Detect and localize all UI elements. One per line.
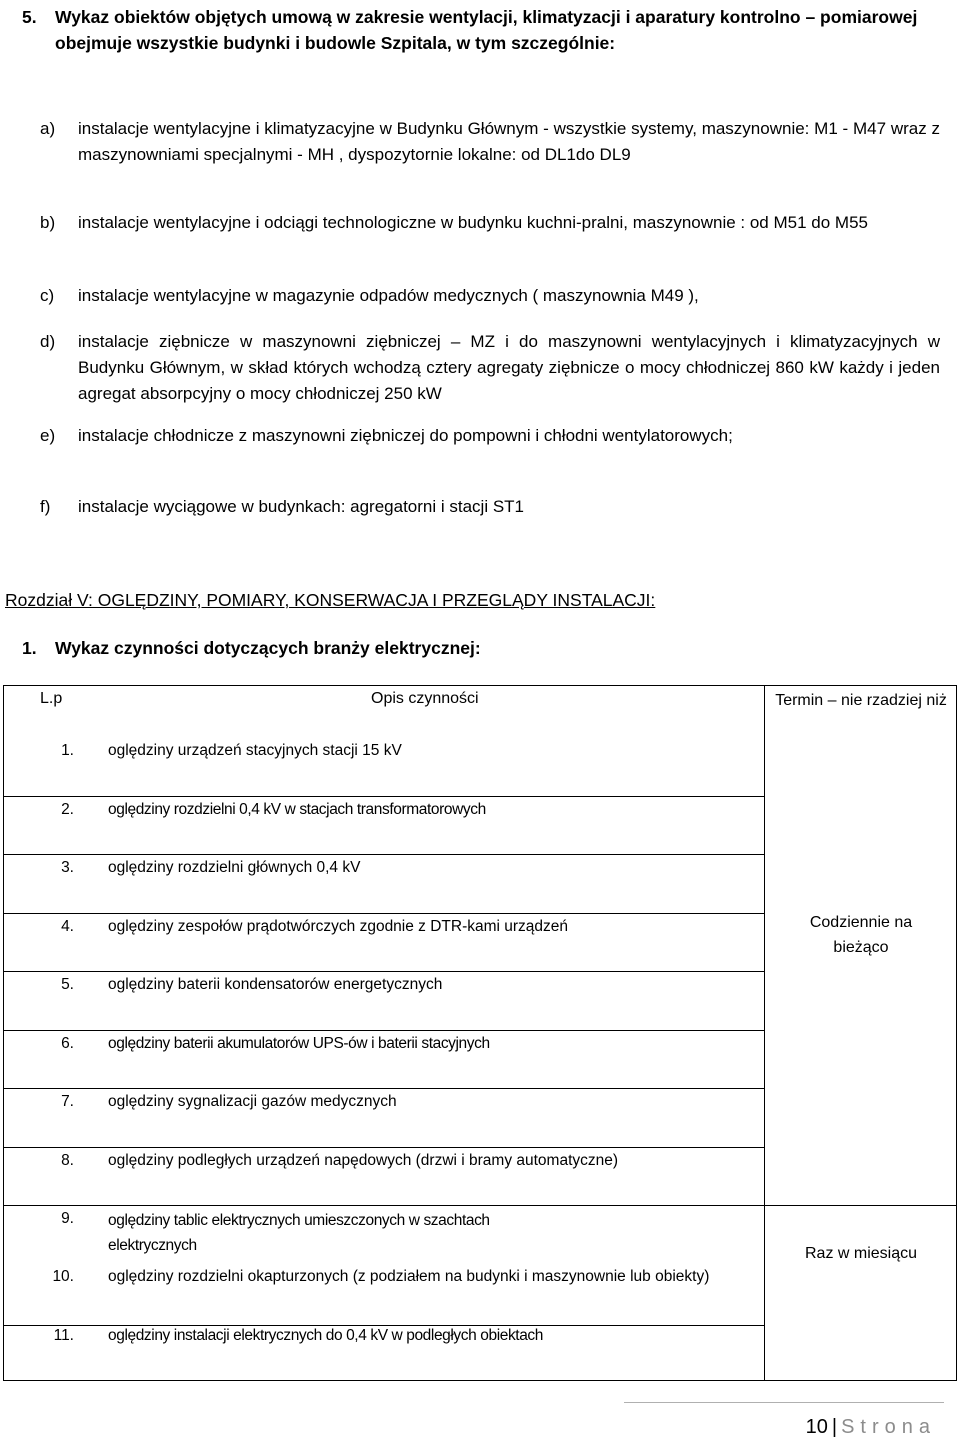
inspection-table <box>3 685 957 1381</box>
row-lp: 3. <box>61 859 74 876</box>
section-heading <box>22 4 952 56</box>
subheading-number: 1. <box>22 638 37 658</box>
list-text: instalacje wentylacyjne w magazynie odpadów medycznych ( maszynownia M49 ), <box>78 286 699 305</box>
row-desc: oględziny rozdzielni głównych 0,4 kV <box>108 859 361 876</box>
list-text: instalacje wyciągowe w budynkach: agregatorni i stacji ST1 <box>78 497 525 516</box>
list-text: instalacje chłodnicze z maszynowni ziębniczej do pompowni i chłodni wentylatorowych; <box>78 426 733 445</box>
row-lp: 5. <box>61 976 74 993</box>
list-item <box>40 423 940 449</box>
list-text: instalacje wentylacyjne i odciągi technologiczne w budynku kuchni-pralni, maszynownie : od M51 do M55 <box>78 213 868 232</box>
list-item <box>40 494 940 520</box>
list-item <box>40 210 940 236</box>
section-number: 5. <box>22 7 37 27</box>
list-marker: e) <box>40 426 56 445</box>
header-lp: L.p <box>40 690 63 707</box>
term-divider <box>764 1205 956 1206</box>
term-monthly: Raz w miesiącu <box>804 1245 918 1262</box>
row-lp: 9. <box>61 1210 74 1227</box>
row-desc: oględziny tablic elektrycznych umieszczonych w szachtach elektrycznych <box>108 1212 490 1254</box>
term-daily: Codziennie na bieżąco <box>809 914 913 956</box>
row-lp: 11. <box>53 1327 74 1344</box>
header-desc: Opis czynności <box>371 690 479 707</box>
subheading <box>22 636 481 660</box>
footer-rule <box>624 1402 944 1403</box>
row-lp: 8. <box>61 1152 74 1169</box>
list-marker: f) <box>40 497 51 516</box>
subheading-text: Wykaz czynności dotyczących branży elektrycznej: <box>55 638 481 658</box>
row-desc: oględziny baterii kondensatorów energetycznych <box>108 976 443 993</box>
list-text: instalacje ziębnicze w maszynowni ziębniczej – MZ i do maszynowni wentylacyjnych i klimatyzacyjnych w Budynku Głównym, w skład których wchodzą cztery agregaty ziębnicze o mocy chłodniczej 860 kW każdy i jeden agregat absorpcyjny o mocy chłodniczej 250 kW <box>78 332 940 403</box>
list-marker: b) <box>40 213 56 232</box>
page-number-block <box>806 1414 936 1440</box>
row-desc: oględziny podległych urządzeń napędowych (drzwi i bramy automatyczne) <box>108 1152 619 1169</box>
row-lp: 7. <box>61 1093 74 1110</box>
row-lp: 2. <box>61 801 74 818</box>
list-item <box>40 283 940 309</box>
chapter-title: Rozdział V: OGLĘDZINY, POMIARY, KONSERWACJA I PRZEGLĄDY INSTALACJI: <box>5 590 656 610</box>
list-item <box>40 116 940 168</box>
row-desc: oględziny sygnalizacji gazów medycznych <box>108 1093 397 1110</box>
page-number: 10 <box>805 1416 828 1438</box>
header-term: Termin – nie rzadziej niż <box>775 692 947 709</box>
list-text: instalacje wentylacyjne i klimatyzacyjne w Budynku Głównym - wszystkie systemy, maszynownie: M1 - M47 wraz z maszynowniami specjalnymi - MH , dyspozytornie lokalne: od DL1do DL9 <box>78 119 940 164</box>
row-desc: oględziny baterii akumulatorów UPS-ów i baterii stacyjnych <box>108 1035 490 1052</box>
row-desc: oględziny instalacji elektrycznych do 0,4 kV w podległych obiektach <box>108 1327 544 1344</box>
row-lp: 10. <box>52 1268 74 1285</box>
row-desc: oględziny urządzeń stacyjnych stacji 15 kV <box>108 742 402 759</box>
row-divider <box>4 1205 764 1206</box>
list-marker: d) <box>40 332 56 351</box>
page-word: Strona <box>841 1416 936 1438</box>
page-footer <box>0 1402 960 1444</box>
column-divider <box>764 686 765 1380</box>
row-lp: 1. <box>61 742 74 759</box>
page-separator: | <box>831 1416 838 1438</box>
list-marker: a) <box>40 119 56 138</box>
row-desc: oględziny rozdzielni 0,4 kV w stacjach transformatorowych <box>108 801 486 818</box>
list-marker: c) <box>40 286 55 305</box>
section-title: Wykaz obiektów objętych umową w zakresie wentylacji, klimatyzacji i aparatury kontrolno – pomiarowej obejmuje wszystkie budynki i budowle Szpitala, w tym szczególnie: <box>55 7 918 53</box>
list-item <box>40 329 940 407</box>
row-lp: 6. <box>61 1035 74 1052</box>
row-desc: oględziny zespołów prądotwórczych zgodnie z DTR-kami urządzeń <box>108 918 569 935</box>
row-desc: oględziny rozdzielni okapturzonych (z podziałem na budynki i maszynownie lub obiekty) <box>108 1268 710 1285</box>
row-lp: 4. <box>61 918 74 935</box>
